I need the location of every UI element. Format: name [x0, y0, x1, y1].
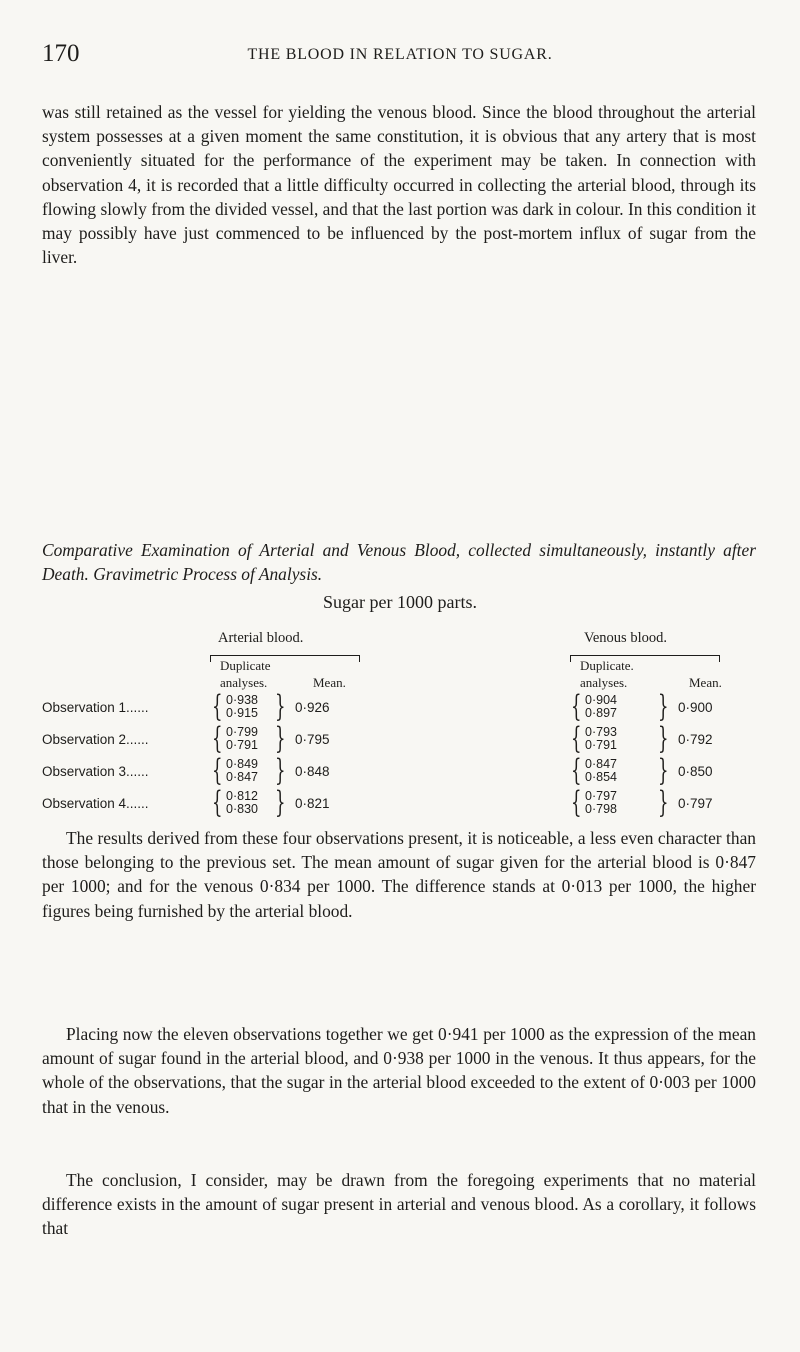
- arterial-analysis-2: 0·915: [226, 706, 258, 720]
- venous-analysis-2: 0·798: [585, 802, 617, 816]
- close-brace: }: [275, 721, 286, 756]
- running-head: THE BLOOD IN RELATION TO SUGAR.: [247, 46, 553, 63]
- venous-duplicate-header: Duplicate.: [580, 658, 634, 673]
- paragraph-eleven-observations: Placing now the eleven observations together we get 0·941 per 1000 as the expression of the mean amount of sugar found in the arterial blood, and 0·938 per 1000 in the venous. It thus appears, for the whole of the observations, that the sugar in the arterial blood exceeded to the extent of 0·003 per 1000 that in the venous.: [42, 1024, 756, 1117]
- arterial-analysis-2: 0·791: [226, 738, 258, 752]
- table-subtitle: Sugar per 1000 parts.: [323, 592, 477, 612]
- arterial-analyses-header: analyses.: [220, 675, 268, 690]
- close-brace: }: [275, 785, 286, 820]
- venous-mean: 0·900: [678, 700, 713, 715]
- arterial-duplicate-header: Duplicate: [220, 658, 271, 673]
- close-brace: }: [658, 689, 669, 724]
- row-label: Observation 4......: [42, 796, 149, 811]
- arterial-mean: 0·848: [295, 764, 330, 779]
- venous-analyses-header: analyses.: [580, 675, 628, 690]
- venous-analysis-2: 0·854: [585, 770, 617, 784]
- arterial-analysis-1: 0·812: [226, 789, 258, 803]
- arterial-group-header: Arterial blood.: [218, 630, 304, 646]
- arterial-mean: 0·795: [295, 732, 330, 747]
- page-number: 170: [42, 40, 80, 67]
- venous-mean: 0·850: [678, 764, 713, 779]
- close-brace: }: [658, 785, 669, 820]
- row-label: Observation 2......: [42, 732, 149, 747]
- table-row: [0, 721, 800, 756]
- arterial-analysis-1: 0·799: [226, 725, 258, 739]
- venous-analysis-1: 0·793: [585, 725, 617, 739]
- arterial-analysis-2: 0·830: [226, 802, 258, 816]
- arterial-analysis-1: 0·849: [226, 757, 258, 771]
- open-brace: {: [212, 785, 223, 820]
- venous-mean-header: Mean.: [689, 675, 722, 690]
- arterial-mean: 0·821: [295, 796, 330, 811]
- close-brace: }: [658, 721, 669, 756]
- open-brace: {: [571, 689, 582, 724]
- close-brace: }: [658, 753, 669, 788]
- venous-analysis-1: 0·904: [585, 693, 617, 707]
- venous-group-header: Venous blood.: [584, 630, 667, 646]
- venous-mean: 0·792: [678, 732, 713, 747]
- open-brace: {: [212, 753, 223, 788]
- table-row: [0, 753, 800, 788]
- page-header: [42, 40, 758, 76]
- table-caption: Comparative Examination of Arterial and Venous Blood, collected simultaneously, instantly after Death. Gravimetric Process of Analysis.: [42, 540, 756, 585]
- paragraph-continued: was still retained as the vessel for yielding the venous blood. Since the blood throughout the arterial system possesses at a given moment the same constitution, it is obvious that any artery that is most conveniently situated for the performance of the experiment may be taken. In connection with observation 4, it is recorded that a little difficulty occurred in collecting the arterial blood, through its flowing slowly from the divided vessel, and that the last portion was dark in colour. In this condition it may possibly have just commenced to be influenced by the post-mortem influx of sugar from the liver.: [42, 102, 756, 268]
- venous-analysis-1: 0·797: [585, 789, 617, 803]
- table-row: [0, 689, 800, 724]
- venous-analysis-1: 0·847: [585, 757, 617, 771]
- venous-mean: 0·797: [678, 796, 713, 811]
- arterial-analysis-2: 0·847: [226, 770, 258, 784]
- paragraph-conclusion: The conclusion, I consider, may be drawn from the foregoing experiments that no material difference exists in the amount of sugar present in arterial and venous blood. As a corollary, it follows that: [42, 1170, 756, 1239]
- open-brace: {: [571, 785, 582, 820]
- row-label: Observation 3......: [42, 764, 149, 779]
- venous-analysis-2: 0·791: [585, 738, 617, 752]
- venous-analysis-2: 0·897: [585, 706, 617, 720]
- paragraph-results: The results derived from these four observations present, it is noticeable, a less even character than those belonging to the previous set. The mean amount of sugar given for the arterial blood is 0·847 per 1000; and for the venous 0·834 per 1000. The difference stands at 0·013 per 1000, the higher figures being furnished by the arterial blood.: [42, 828, 756, 921]
- sugar-table: [0, 620, 800, 820]
- open-brace: {: [212, 689, 223, 724]
- arterial-analysis-1: 0·938: [226, 693, 258, 707]
- open-brace: {: [571, 721, 582, 756]
- close-brace: }: [275, 689, 286, 724]
- arterial-mean-header: Mean.: [313, 675, 346, 690]
- close-brace: }: [275, 753, 286, 788]
- open-brace: {: [212, 721, 223, 756]
- open-brace: {: [571, 753, 582, 788]
- table-row: [0, 785, 800, 820]
- arterial-mean: 0·926: [295, 700, 330, 715]
- row-label: Observation 1......: [42, 700, 149, 715]
